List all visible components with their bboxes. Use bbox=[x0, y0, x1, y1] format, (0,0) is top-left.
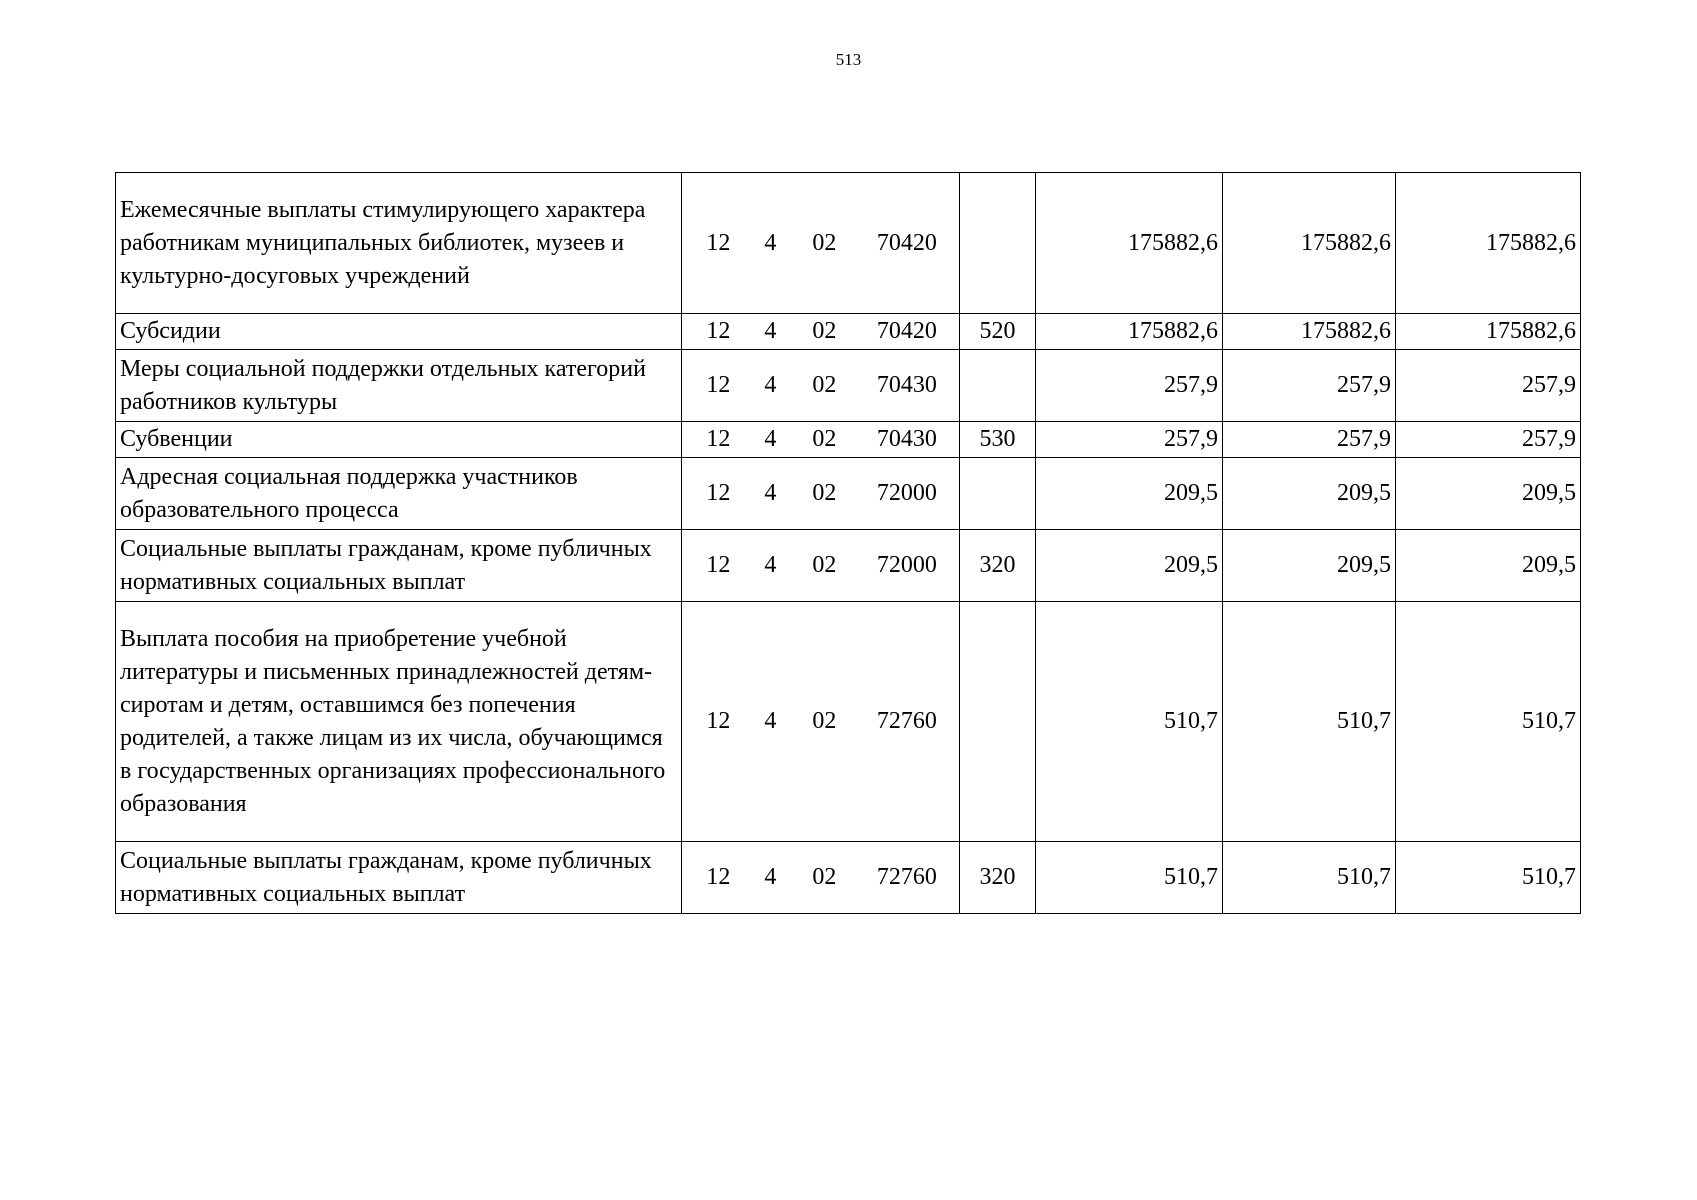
expense-type-code: 320 bbox=[960, 842, 1036, 914]
table-row bbox=[116, 530, 1581, 602]
value-2: 510,7 bbox=[1223, 842, 1396, 914]
page-number: 513 bbox=[835, 50, 862, 69]
row-name: Социальные выплаты гражданам, кроме публичных нормативных социальных выплат bbox=[116, 530, 682, 602]
direction-code: 70430 bbox=[876, 426, 937, 452]
section-code: 12 bbox=[706, 426, 731, 452]
row-name: Адресная социальная поддержка участников образовательного процесса bbox=[116, 458, 682, 530]
value-1: 257,9 bbox=[1036, 350, 1223, 422]
table-row bbox=[116, 350, 1581, 422]
subprogram-code: 02 bbox=[812, 426, 837, 452]
program-code: 4 bbox=[764, 426, 777, 452]
value-3: 175882,6 bbox=[1396, 173, 1581, 314]
value-2: 175882,6 bbox=[1223, 173, 1396, 314]
value-1: 175882,6 bbox=[1036, 173, 1223, 314]
value-2: 257,9 bbox=[1223, 350, 1396, 422]
value-2: 209,5 bbox=[1223, 530, 1396, 602]
program-code: 4 bbox=[764, 480, 777, 506]
section-code: 12 bbox=[706, 372, 731, 398]
table-row bbox=[116, 422, 1581, 458]
subprogram-code: 02 bbox=[812, 318, 837, 344]
direction-code: 70420 bbox=[876, 318, 937, 344]
table-row bbox=[116, 842, 1581, 914]
direction-code: 72760 bbox=[876, 708, 937, 734]
subprogram-code: 02 bbox=[812, 864, 837, 890]
expense-type-code bbox=[960, 458, 1036, 530]
value-2: 510,7 bbox=[1223, 602, 1396, 842]
value-3: 209,5 bbox=[1396, 458, 1581, 530]
row-codes bbox=[682, 314, 960, 350]
program-code: 4 bbox=[764, 552, 777, 578]
program-code: 4 bbox=[764, 372, 777, 398]
value-1: 510,7 bbox=[1036, 842, 1223, 914]
row-codes bbox=[682, 530, 960, 602]
value-1: 209,5 bbox=[1036, 458, 1223, 530]
expense-type-code: 530 bbox=[960, 422, 1036, 458]
value-3: 510,7 bbox=[1396, 842, 1581, 914]
program-code: 4 bbox=[764, 708, 777, 734]
section-code: 12 bbox=[706, 552, 731, 578]
value-2: 257,9 bbox=[1223, 422, 1396, 458]
section-code: 12 bbox=[706, 229, 731, 256]
direction-code: 72760 bbox=[876, 864, 937, 890]
row-codes bbox=[682, 173, 960, 314]
direction-code: 70430 bbox=[876, 372, 937, 398]
table-row bbox=[116, 458, 1581, 530]
value-1: 175882,6 bbox=[1036, 314, 1223, 350]
row-codes bbox=[682, 422, 960, 458]
row-name: Социальные выплаты гражданам, кроме публичных нормативных социальных выплат bbox=[116, 842, 682, 914]
section-code: 12 bbox=[706, 864, 731, 890]
value-3: 257,9 bbox=[1396, 422, 1581, 458]
section-code: 12 bbox=[706, 318, 731, 344]
expense-type-code bbox=[960, 350, 1036, 422]
subprogram-code: 02 bbox=[812, 480, 837, 506]
budget-table bbox=[115, 172, 1581, 914]
row-name: Субсидии bbox=[116, 314, 682, 350]
subprogram-code: 02 bbox=[812, 229, 837, 256]
direction-code: 72000 bbox=[876, 552, 937, 578]
value-3: 510,7 bbox=[1396, 602, 1581, 842]
program-code: 4 bbox=[764, 318, 777, 344]
program-code: 4 bbox=[764, 229, 777, 256]
table-row bbox=[116, 173, 1581, 314]
value-2: 175882,6 bbox=[1223, 314, 1396, 350]
expense-type-code bbox=[960, 602, 1036, 842]
value-1: 257,9 bbox=[1036, 422, 1223, 458]
table-row bbox=[116, 602, 1581, 842]
row-codes bbox=[682, 602, 960, 842]
table-row bbox=[116, 314, 1581, 350]
row-codes bbox=[682, 842, 960, 914]
value-3: 175882,6 bbox=[1396, 314, 1581, 350]
row-codes bbox=[682, 458, 960, 530]
program-code: 4 bbox=[764, 864, 777, 890]
value-2: 209,5 bbox=[1223, 458, 1396, 530]
section-code: 12 bbox=[706, 708, 731, 734]
expense-type-code: 520 bbox=[960, 314, 1036, 350]
row-name: Ежемесячные выплаты стимулирующего характера работникам муниципальных библиотек, музеев и культурно-досуговых учреждений bbox=[116, 173, 682, 314]
direction-code: 72000 bbox=[876, 480, 937, 506]
row-name: Выплата пособия на приобретение учебной литературы и письменных принадлежностей детям-сиротам и детям, оставшимся без попечения родителей, а также лицам из их числа, обучающимся в государственных организациях профессионального образования bbox=[116, 602, 682, 842]
value-3: 209,5 bbox=[1396, 530, 1581, 602]
direction-code: 70420 bbox=[876, 229, 937, 256]
value-3: 257,9 bbox=[1396, 350, 1581, 422]
value-1: 510,7 bbox=[1036, 602, 1223, 842]
row-codes bbox=[682, 350, 960, 422]
subprogram-code: 02 bbox=[812, 708, 837, 734]
subprogram-code: 02 bbox=[812, 552, 837, 578]
expense-type-code: 320 bbox=[960, 530, 1036, 602]
row-name: Субвенции bbox=[116, 422, 682, 458]
subprogram-code: 02 bbox=[812, 372, 837, 398]
value-1: 209,5 bbox=[1036, 530, 1223, 602]
row-name: Меры социальной поддержки отдельных категорий работников культуры bbox=[116, 350, 682, 422]
section-code: 12 bbox=[706, 480, 731, 506]
expense-type-code bbox=[960, 173, 1036, 314]
